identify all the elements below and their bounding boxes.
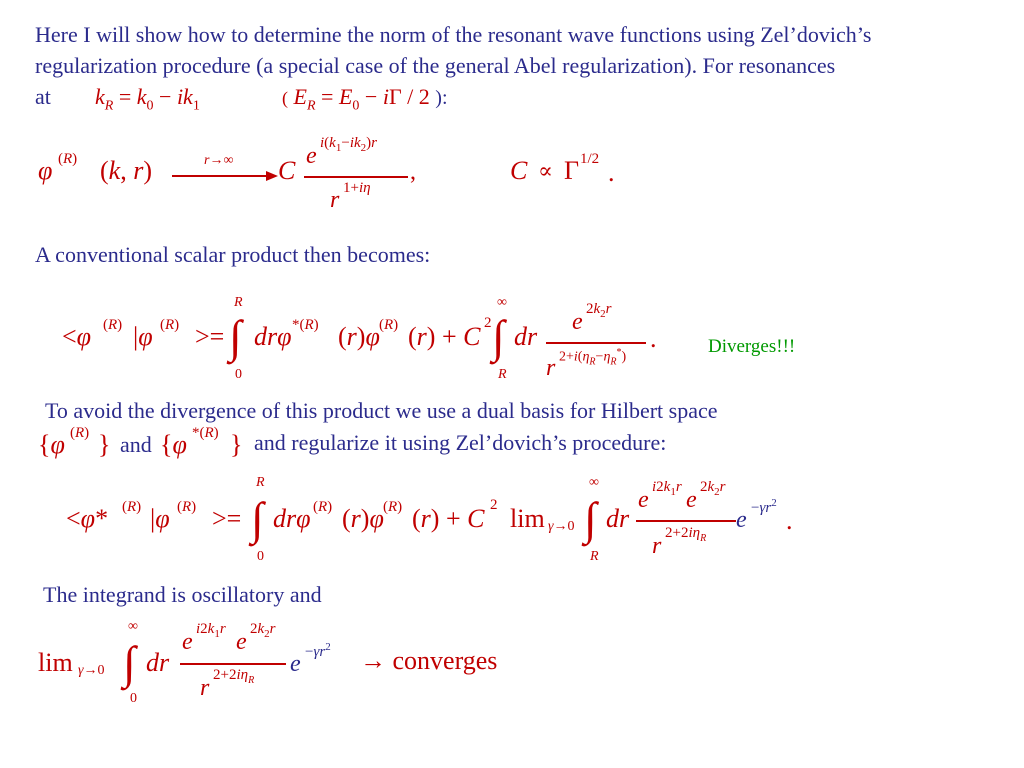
- converges-note: → converges: [360, 646, 498, 675]
- dual-basis-line: To avoid the divergence of this product we use a dual basis for Hilbert space: [45, 398, 718, 423]
- regularize-line: and regularize it using Zel’dovich’s procedure:: [254, 430, 667, 455]
- and-word: and: [120, 432, 152, 457]
- diverges-note: Diverges!!!: [708, 336, 796, 357]
- slide: Here I will show how to determine the norm of the resonant wave functions using Zel’dovich’s regularization procedure (a special case of the general Abel regularization). For resonances at $k_R = k_0 - ik_1$ ( $E_R = E_0 - i\Gamma / 2$ ): φ (R) (k, r) r→∞ C e $i(k_1-ik_2)r$ r 1+iη , C ∝ Γ 1/2 . A conventional scalar product then becomes: <φ (R) |φ (R) >= R ∫ 0 drφ *(R) (r)φ (R) (r) + C 2 ∞ ∫ R dr e $2k_2r$ r $2+i(\eta_R-\eta_R^*)$ . Diverges!!! To avoid the divergence of this product we use a dual basis for Hilbert space {φ (R) } and {φ *(R) } and regularize it using Zel’dovich’s procedure: <φ* (R) |φ (R) >= R ∫ 0 drφ (R) (r)φ (R) (r) + C 2 lim γ→0 ∞ ∫ R dr e $i2k_1r$ e $2k_2r$ r $2+2i\eta_R$ e $-\gamma r^2$ . The integrand is oscillatory and lim γ→0 ∞ ∫ 0 dr e $i2k_1r$ e $2k_2r$ r $2+2i\eta_R$ e $-\gamma r^2$ → converges: [35, 22, 872, 706]
- resonance-momentum-equation: $k_R = k_0 - ik_1$: [95, 84, 200, 114]
- intro-at: at: [35, 84, 51, 109]
- intro-line-1: Here I will show how to determine the norm of the resonant wave functions using Zel’dovich’s: [35, 22, 872, 47]
- resonance-energy-equation: ( $E_R = E_0 - i\Gamma / 2$ ):: [282, 84, 448, 114]
- intro-line-2: regularization procedure (a special case of the general Abel regularization). For resonances: [35, 53, 836, 78]
- scalar-product-heading: A conventional scalar product then becomes:: [35, 242, 431, 267]
- oscillatory-line: The integrand is oscillatory and: [43, 582, 322, 607]
